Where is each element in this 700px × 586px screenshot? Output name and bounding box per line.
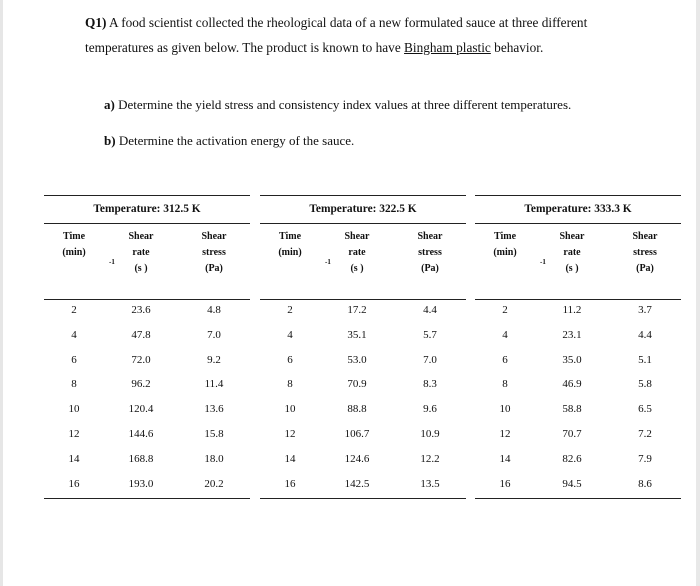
bingham-plastic-term: Bingham plastic	[404, 39, 491, 55]
table-row	[44, 453, 250, 469]
header-text: Shear	[128, 231, 154, 242]
time-cell: 4	[502, 328, 508, 341]
time-cell: 10	[284, 403, 296, 416]
header-text: Shear	[344, 231, 370, 242]
header-shear-stress	[609, 229, 681, 277]
header-text: (Pa)	[421, 263, 439, 274]
table-rule	[44, 223, 250, 224]
header-time	[260, 229, 320, 261]
shear-stress-cell: 7.0	[423, 353, 437, 366]
shear-stress-cell: 20.2	[204, 477, 224, 490]
time-cell: 6	[287, 353, 293, 366]
question-text: A food scientist collected the rheological data of a new formulated sauce at three different temperatures as given below. The product is known to have	[85, 15, 588, 55]
shear-stress-cell: 18.0	[204, 452, 224, 465]
time-cell: 10	[68, 403, 80, 416]
shear-rate-cell: 120.4	[128, 403, 154, 416]
shear-rate-cell: 142.5	[344, 477, 370, 490]
table-rule	[475, 195, 681, 196]
header-text: (min)	[62, 247, 86, 258]
table-row	[475, 453, 681, 469]
table-rule-bottom	[44, 498, 250, 499]
time-cell: 16	[499, 477, 511, 490]
header-text: Time	[62, 231, 86, 242]
shear-rate-cell: 124.6	[344, 452, 370, 465]
header-text: (Pa)	[636, 263, 654, 274]
header-unit-exponent: -1	[540, 258, 546, 266]
shear-stress-cell: 7.2	[638, 428, 652, 440]
part-b-label: b)	[104, 133, 116, 148]
shear-rate-cell: 46.9	[562, 378, 582, 391]
time-cell: 12	[284, 428, 296, 440]
table-row	[44, 354, 250, 370]
part-a	[104, 97, 571, 113]
shear-stress-cell: 3.7	[638, 304, 652, 316]
shear-rate-cell: 88.8	[347, 403, 367, 416]
time-cell: 8	[502, 378, 508, 391]
header-unit	[104, 258, 178, 277]
shear-rate-cell: 144.6	[128, 428, 154, 440]
time-cell: 16	[284, 477, 296, 490]
header-text: (min)	[278, 247, 302, 258]
table-row	[44, 403, 250, 419]
header-shear-rate	[104, 229, 178, 277]
shear-rate-cell: 82.6	[562, 452, 582, 465]
shear-rate-cell: 58.8	[562, 403, 582, 416]
table-row	[475, 378, 681, 394]
table-rule	[44, 299, 250, 300]
table-title: Temperature: 333.3 K	[524, 203, 632, 215]
table-row	[260, 354, 466, 370]
shear-stress-cell: 6.5	[638, 403, 652, 416]
header-unit-text: (s ) -1	[320, 261, 394, 277]
table-rule	[475, 223, 681, 224]
shear-rate-cell: 23.6	[131, 304, 151, 316]
table-row	[44, 329, 250, 345]
header-unit	[535, 258, 609, 277]
time-cell: 16	[68, 477, 80, 490]
part-a-text: Determine the yield stress and consistency index values at three different temperatures.	[118, 97, 572, 112]
shear-stress-cell: 5.7	[423, 328, 437, 341]
shear-stress-cell: 8.3	[423, 378, 437, 391]
table-row	[260, 403, 466, 419]
table-rule	[475, 299, 681, 300]
shear-stress-cell: 4.4	[638, 328, 652, 341]
shear-rate-cell: 11.2	[562, 304, 582, 316]
shear-rate-cell: 193.0	[128, 477, 154, 490]
table-row	[475, 329, 681, 345]
part-b-text: Determine the activation energy of the sauce.	[118, 133, 355, 148]
header-text: Time	[493, 231, 517, 242]
shear-stress-cell: 13.5	[420, 477, 440, 490]
shear-rate-cell: 106.7	[344, 428, 370, 440]
table-title: Temperature: 312.5 K	[93, 203, 201, 215]
header-unit-exponent: -1	[109, 258, 115, 266]
header-text: stress	[202, 247, 226, 258]
shear-rate-cell: 17.2	[347, 304, 367, 316]
shear-stress-cell: 4.4	[423, 304, 437, 316]
table-row	[44, 428, 250, 444]
question-text-end: behavior.	[494, 39, 544, 55]
shear-stress-cell: 7.0	[207, 328, 221, 341]
shear-rate-cell: 53.0	[347, 353, 367, 366]
shear-stress-cell: 15.8	[204, 428, 224, 440]
shear-stress-cell: 5.1	[638, 353, 652, 366]
question-number: Q1)	[85, 15, 107, 30]
table-rule	[260, 299, 466, 300]
table-row	[475, 478, 681, 494]
table-row	[260, 478, 466, 494]
shear-rate-cell: 94.5	[562, 477, 582, 490]
table-title: Temperature: 322.5 K	[309, 203, 417, 215]
time-cell: 8	[71, 378, 77, 391]
time-cell: 4	[287, 328, 293, 341]
table-row	[44, 378, 250, 394]
time-cell: 14	[499, 452, 511, 465]
time-cell: 10	[499, 403, 511, 416]
table-rule-bottom	[260, 498, 466, 499]
header-text: Time	[278, 231, 302, 242]
table-row	[475, 428, 681, 444]
shear-rate-cell: 23.1	[562, 328, 582, 341]
part-a-label: a)	[104, 97, 115, 112]
shear-stress-cell: 8.6	[638, 477, 652, 490]
shear-stress-cell: 4.8	[207, 304, 221, 316]
table-row	[260, 304, 466, 320]
table-row	[260, 428, 466, 444]
time-cell: 12	[68, 428, 80, 440]
header-unit	[320, 258, 394, 277]
time-cell: 12	[499, 428, 511, 440]
shear-rate-cell: 47.8	[131, 328, 151, 341]
header-text: rate	[132, 247, 150, 258]
shear-stress-cell: 10.9	[420, 428, 440, 440]
time-cell: 4	[71, 328, 77, 341]
table-row	[44, 478, 250, 494]
time-cell: 6	[502, 353, 508, 366]
table-row	[475, 354, 681, 370]
time-cell: 2	[287, 304, 293, 316]
header-unit-text: (s ) -1	[104, 261, 178, 277]
time-cell: 14	[284, 452, 296, 465]
time-cell: 8	[287, 378, 293, 391]
header-text: Shear	[559, 231, 585, 242]
table-rule	[260, 223, 466, 224]
header-shear-stress	[394, 229, 466, 277]
shear-rate-cell: 70.7	[562, 428, 582, 440]
table-rule-bottom	[475, 498, 681, 499]
header-text: rate	[563, 247, 581, 258]
header-time	[475, 229, 535, 261]
time-cell: 2	[71, 304, 77, 316]
shear-rate-cell: 96.2	[131, 378, 151, 391]
header-shear-rate	[320, 229, 394, 277]
header-unit-text: (s ) -1	[535, 261, 609, 277]
shear-stress-cell: 12.2	[420, 452, 440, 465]
table-row	[475, 304, 681, 320]
table-row	[260, 378, 466, 394]
table-row	[260, 453, 466, 469]
table-rule	[44, 195, 250, 196]
header-text: Shear	[632, 231, 658, 242]
header-shear-stress	[178, 229, 250, 277]
part-b	[104, 133, 354, 149]
header-shear-rate	[535, 229, 609, 277]
shear-rate-cell: 35.1	[347, 328, 367, 341]
shear-stress-cell: 7.9	[638, 452, 652, 465]
header-time	[44, 229, 104, 261]
left-border	[0, 0, 3, 586]
header-text: (min)	[493, 247, 517, 258]
header-text: stress	[418, 247, 442, 258]
table-row	[260, 329, 466, 345]
shear-stress-cell: 9.6	[423, 403, 437, 416]
table-row	[475, 403, 681, 419]
shear-stress-cell: 9.2	[207, 353, 221, 366]
question-intro	[85, 11, 645, 60]
header-unit-exponent: -1	[325, 258, 331, 266]
shear-rate-cell: 35.0	[562, 353, 582, 366]
right-border	[696, 0, 700, 586]
header-text: Shear	[417, 231, 443, 242]
shear-stress-cell: 11.4	[204, 378, 224, 391]
table-row	[44, 304, 250, 320]
header-text: (Pa)	[205, 263, 223, 274]
shear-stress-cell: 5.8	[638, 378, 652, 391]
shear-rate-cell: 168.8	[128, 452, 154, 465]
header-text: Shear	[201, 231, 227, 242]
shear-rate-cell: 72.0	[131, 353, 151, 366]
time-cell: 6	[71, 353, 77, 366]
shear-stress-cell: 13.6	[204, 403, 224, 416]
time-cell: 14	[68, 452, 80, 465]
header-text: stress	[633, 247, 657, 258]
time-cell: 2	[502, 304, 508, 316]
header-text: rate	[348, 247, 366, 258]
table-rule	[260, 195, 466, 196]
shear-rate-cell: 70.9	[347, 378, 367, 391]
